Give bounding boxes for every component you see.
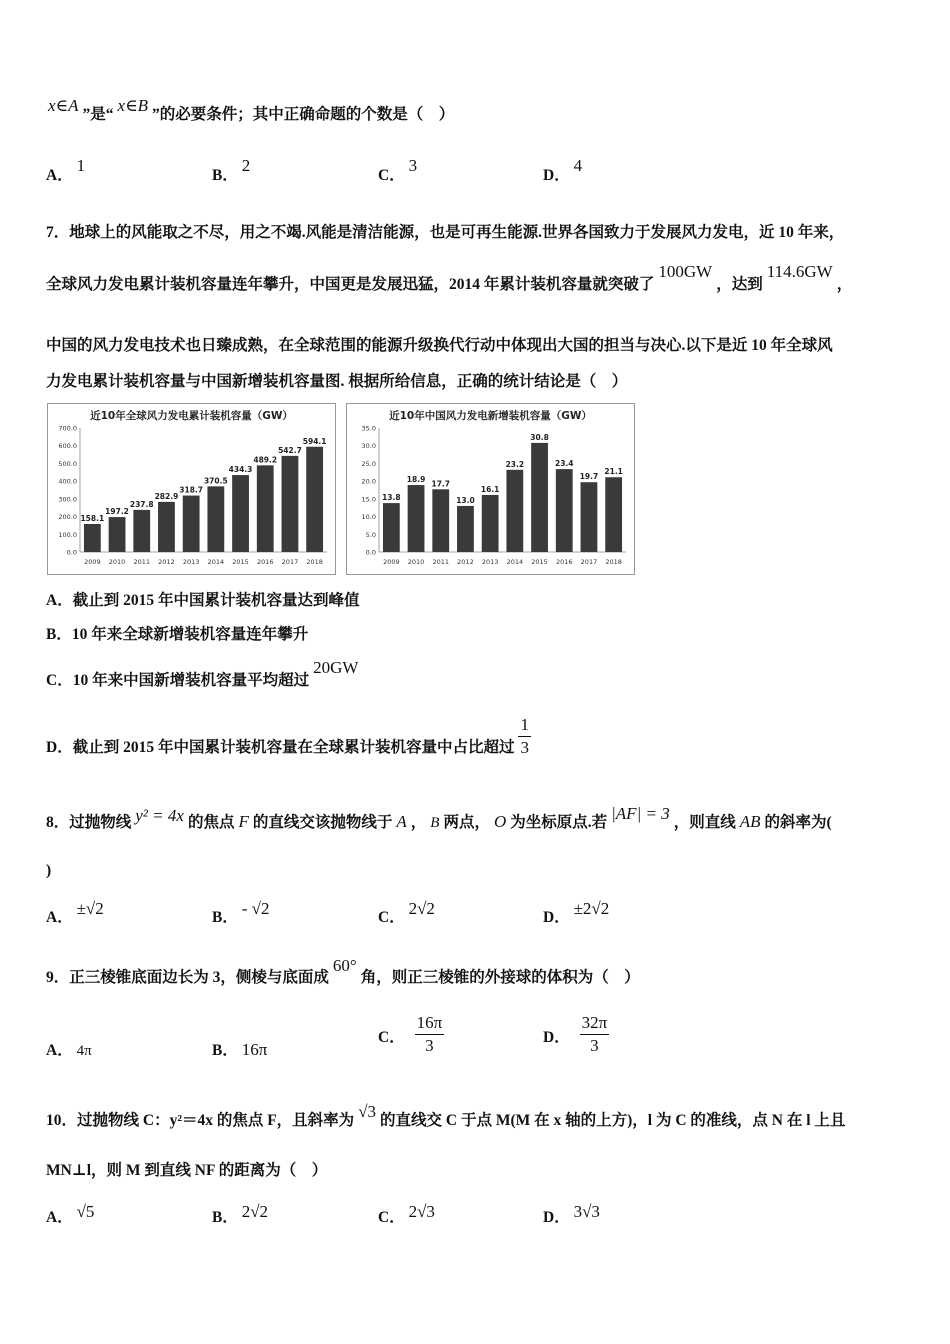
data-label: 542.7	[278, 445, 302, 455]
china-new-capacity-chart	[346, 403, 635, 575]
x-tick-label: 2016	[555, 558, 573, 566]
x-tick-label: 2018	[605, 558, 622, 566]
q9-p1: 9．正三棱锥底面边长为 3，侧棱与底面成	[46, 969, 329, 986]
q6-option-d-label: D．	[543, 167, 570, 184]
y-tick-label: 700.0	[58, 424, 77, 433]
q7-option-a[interactable]: A．截止到 2015 年中国累计装机容量达到峰值	[46, 592, 360, 609]
q8-point-a: A	[396, 812, 407, 831]
q6-option-a[interactable]	[46, 156, 86, 185]
y-tick-label: 20.0	[361, 477, 376, 486]
q9-option-b-label: B．	[212, 1042, 238, 1059]
q8-point-b: B	[430, 815, 440, 831]
q8-option-d-label: D．	[543, 909, 570, 926]
q8-option-b-value: - √2	[241, 899, 270, 918]
q7-option-b[interactable]: B．10 年来全球新增装机容量连年攀升	[46, 626, 309, 643]
x-tick-label: 2011	[432, 558, 450, 566]
bar-2014	[506, 470, 523, 552]
bar-2009	[84, 524, 101, 552]
q8-option-b[interactable]	[212, 899, 270, 927]
q8-option-a[interactable]	[46, 899, 104, 927]
chart-title: 近10年全球风力发电累计装机容量（GW）	[90, 410, 293, 422]
q8-option-a-label: A．	[46, 909, 73, 926]
x-tick-label: 2011	[133, 558, 151, 566]
data-label: 197.2	[105, 507, 129, 517]
q9-p2: 角，则正三棱锥的外接球的体积为（ ）	[360, 969, 640, 986]
q6-option-c[interactable]	[378, 156, 418, 185]
q8-option-d[interactable]	[543, 899, 610, 927]
bar-2015	[531, 443, 548, 552]
bar-2015	[232, 475, 249, 552]
q9-option-c-num: 16π	[415, 1012, 445, 1035]
q10-line-1	[46, 1102, 846, 1130]
q7-value-114gw: 114.6GW	[766, 262, 833, 281]
bar-2013	[482, 495, 499, 552]
q8-p8: 的斜率为(	[764, 814, 832, 831]
q7-option-c-text: C．10 年来中国新增装机容量平均超过	[46, 672, 310, 689]
q7-option-c[interactable]	[46, 658, 359, 690]
q10-p1: 10．过抛物线 C：y²＝4x 的焦点 F，且斜率为	[46, 1112, 355, 1129]
y-tick-label: 0.0	[365, 548, 376, 557]
q9-option-d[interactable]	[543, 1012, 609, 1057]
q8-p7: ，则直线	[673, 814, 736, 831]
q6-option-b-label: B．	[212, 167, 238, 184]
x-tick-label: 2016	[256, 558, 274, 566]
bar-2010	[109, 517, 126, 552]
q6-option-c-label: C．	[378, 167, 405, 184]
bar-2017	[282, 456, 299, 552]
data-label: 19.7	[579, 472, 599, 482]
q9-option-d-fraction	[580, 1012, 610, 1057]
q6-tail-line	[48, 96, 455, 132]
q6-text-end: ”的必要条件；其中正确命题的个数是（ ）	[152, 106, 455, 123]
q10-option-a-label: A．	[46, 1209, 73, 1226]
bar-2011	[133, 510, 150, 552]
q7-line-2	[46, 262, 853, 294]
q9-option-b[interactable]	[212, 1038, 267, 1060]
data-label: 434.3	[228, 465, 253, 475]
data-label: 282.9	[154, 491, 179, 501]
y-tick-label: 30.0	[361, 442, 376, 451]
q8-p5: 两点，	[443, 814, 490, 831]
q7-line-4: 力发电累计装机容量与中国新增装机容量图. 根据所给信息，正确的统计结论是（ ）	[46, 373, 628, 390]
data-label: 318.7	[179, 485, 204, 495]
q9-option-c[interactable]	[378, 1012, 444, 1057]
q8-line-1	[46, 804, 832, 832]
q8-p6: 为坐标原点.若	[510, 814, 608, 831]
data-label: 21.1	[604, 467, 623, 477]
bar-2018	[306, 447, 323, 552]
q9-option-c-label: C．	[378, 1029, 405, 1047]
y-tick-label: 100.0	[58, 530, 77, 539]
x-tick-label: 2017	[580, 558, 598, 566]
data-label: 594.1	[302, 436, 327, 446]
q9-angle: 60°	[332, 956, 357, 975]
bar-2010	[408, 485, 425, 552]
q7-line-2a: 全球风力发电累计装机容量连年攀升，中国更是发展迅猛，2014 年累计装机容量就突破了	[46, 276, 655, 293]
q6-option-a-value: 1	[76, 156, 86, 175]
q8-p4: ，	[410, 814, 427, 831]
y-tick-label: 15.0	[361, 495, 376, 504]
bar-2013	[183, 496, 200, 552]
q8-equation: y² = 4x	[135, 806, 184, 825]
y-tick-label: 35.0	[361, 424, 376, 433]
x-tick-label: 2015	[232, 558, 249, 566]
y-tick-label: 600.0	[58, 442, 77, 451]
q9-option-c-fraction	[415, 1012, 445, 1057]
bar-2018	[605, 477, 622, 552]
data-label: 18.9	[406, 475, 426, 485]
y-tick-label: 0.0	[66, 548, 77, 557]
q8-origin-o: O	[493, 812, 507, 831]
q6-set-a: x∈A	[48, 96, 79, 115]
y-tick-label: 25.0	[361, 459, 376, 468]
y-tick-label: 300.0	[58, 495, 77, 504]
q10-slope: √3	[358, 1102, 377, 1121]
q7-option-d-text: D．截止到 2015 年中国累计装机容量在全球累计装机容量中占比超过	[46, 739, 515, 757]
q9-line-1	[46, 956, 640, 987]
q8-option-c-label: C．	[378, 909, 405, 926]
x-tick-label: 2018	[306, 558, 323, 566]
q9-option-d-num: 32π	[580, 1012, 610, 1035]
bar-2011	[432, 489, 449, 552]
data-label: 16.1	[480, 484, 500, 494]
q10-option-b-value: 2√2	[241, 1202, 269, 1221]
q10-option-d[interactable]	[543, 1202, 600, 1227]
data-label: 489.2	[253, 455, 278, 465]
q10-option-d-value: 3√3	[573, 1202, 600, 1221]
q7-value-100gw: 100GW	[658, 262, 713, 281]
q10-line-2: MN⊥l，则 M 到直线 NF 的距离为（ ）	[46, 1162, 328, 1179]
global-capacity-chart	[47, 403, 336, 575]
x-tick-label: 2013	[182, 558, 200, 566]
q10-option-d-label: D．	[543, 1209, 570, 1226]
q8-option-d-value: ±2√2	[573, 899, 610, 918]
x-tick-label: 2010	[407, 558, 425, 566]
q8-option-c[interactable]	[378, 899, 435, 927]
q7-option-d-den: 3	[520, 738, 529, 757]
data-label: 13.8	[382, 493, 401, 503]
chart-title: 近10年中国风力发电新增装机容量（GW）	[389, 410, 592, 422]
q8-condition: |AF| = 3	[611, 804, 670, 823]
q7-line-3: 中国的风力发电技术也日臻成熟，在全球范围的能源升级换代行动中体现出大国的担当与决心.以下是近 10 年全球风	[46, 337, 833, 354]
q7-option-d-num: 1	[518, 714, 531, 737]
q8-line-ab: AB	[739, 812, 761, 831]
data-label: 13.0	[456, 495, 475, 505]
q10-option-b[interactable]	[212, 1202, 269, 1227]
data-label: 370.5	[203, 476, 228, 486]
q9-option-a-value: 4π	[76, 1043, 92, 1059]
q8-p1: 8．过抛物线	[46, 814, 132, 831]
x-tick-label: 2012	[158, 558, 175, 566]
y-tick-label: 10.0	[361, 513, 376, 522]
data-label: 30.8	[530, 432, 549, 442]
q6-text-mid: ”是“	[82, 106, 114, 123]
q10-p2: 的直线交 C 于点 M(M 在 x 轴的上方)，l 为 C 的准线，点 N 在 l 上且	[380, 1112, 846, 1129]
q8-focus-f: F	[238, 812, 249, 831]
bar-2017	[581, 482, 598, 552]
q10-option-c-label: C．	[378, 1209, 405, 1226]
q9-option-b-value: 16π	[241, 1040, 268, 1059]
bar-2012	[457, 506, 474, 552]
q8-p3: 的直线交该抛物线于	[252, 814, 393, 831]
q10-option-a[interactable]	[46, 1202, 95, 1227]
q10-option-c[interactable]	[378, 1202, 435, 1227]
data-label: 17.7	[431, 479, 451, 489]
q8-option-c-value: 2√2	[408, 899, 435, 918]
q9-option-c-den: 3	[425, 1036, 434, 1055]
y-tick-label: 500.0	[58, 459, 77, 468]
x-tick-label: 2017	[281, 558, 299, 566]
q9-option-d-label: D．	[543, 1029, 570, 1047]
q7-line-1: 7．地球上的风能取之不尽，用之不竭.风能是清洁能源，也是可再生能源.世界各国致力于发展风力发电，近 10 年来，	[46, 224, 845, 241]
bar-2009	[383, 503, 400, 552]
china-new-capacity-svg	[347, 404, 634, 574]
q9-option-a[interactable]	[46, 1038, 92, 1060]
q9-option-a-label: A．	[46, 1042, 73, 1059]
q7-option-c-value: 20GW	[313, 658, 359, 677]
x-tick-label: 2015	[531, 558, 548, 566]
q7-option-d[interactable]	[46, 714, 531, 759]
y-tick-label: 400.0	[58, 477, 77, 486]
q8-p2: 的焦点	[187, 814, 235, 831]
data-label: 23.2	[505, 459, 525, 469]
q6-option-d-value: 4	[573, 156, 583, 175]
data-label: 158.1	[80, 513, 105, 523]
q8-option-b-label: B．	[212, 909, 238, 926]
x-tick-label: 2014	[207, 558, 225, 566]
x-tick-label: 2012	[457, 558, 474, 566]
global-capacity-svg	[48, 404, 335, 574]
q7-line-2b: ，达到	[716, 276, 763, 293]
q8-option-a-value: ±√2	[76, 899, 104, 918]
q6-option-a-label: A．	[46, 167, 73, 184]
y-tick-label: 200.0	[58, 513, 77, 522]
data-label: 237.8	[129, 499, 154, 509]
q6-option-b[interactable]	[212, 156, 251, 185]
q10-option-b-label: B．	[212, 1209, 238, 1226]
q6-option-d[interactable]	[543, 156, 583, 185]
bar-2016	[556, 469, 573, 552]
bar-2016	[257, 465, 274, 552]
q10-option-a-value: √5	[76, 1202, 95, 1221]
q7-line-2c: ，	[836, 276, 853, 293]
y-tick-label: 5.0	[365, 530, 376, 539]
q7-option-d-fraction	[518, 714, 531, 759]
x-tick-label: 2013	[481, 558, 499, 566]
x-tick-label: 2009	[383, 558, 400, 566]
q10-option-c-value: 2√3	[408, 1202, 435, 1221]
q9-option-d-den: 3	[590, 1036, 599, 1055]
q8-close-paren: )	[46, 862, 52, 879]
bar-2012	[158, 502, 175, 552]
x-tick-label: 2014	[506, 558, 524, 566]
q6-option-c-value: 3	[408, 156, 418, 175]
q6-set-b: x∈B	[117, 96, 149, 115]
q6-option-b-value: 2	[241, 156, 251, 175]
bar-2014	[207, 486, 224, 552]
x-tick-label: 2010	[108, 558, 126, 566]
data-label: 23.4	[554, 459, 574, 469]
x-tick-label: 2009	[84, 558, 101, 566]
